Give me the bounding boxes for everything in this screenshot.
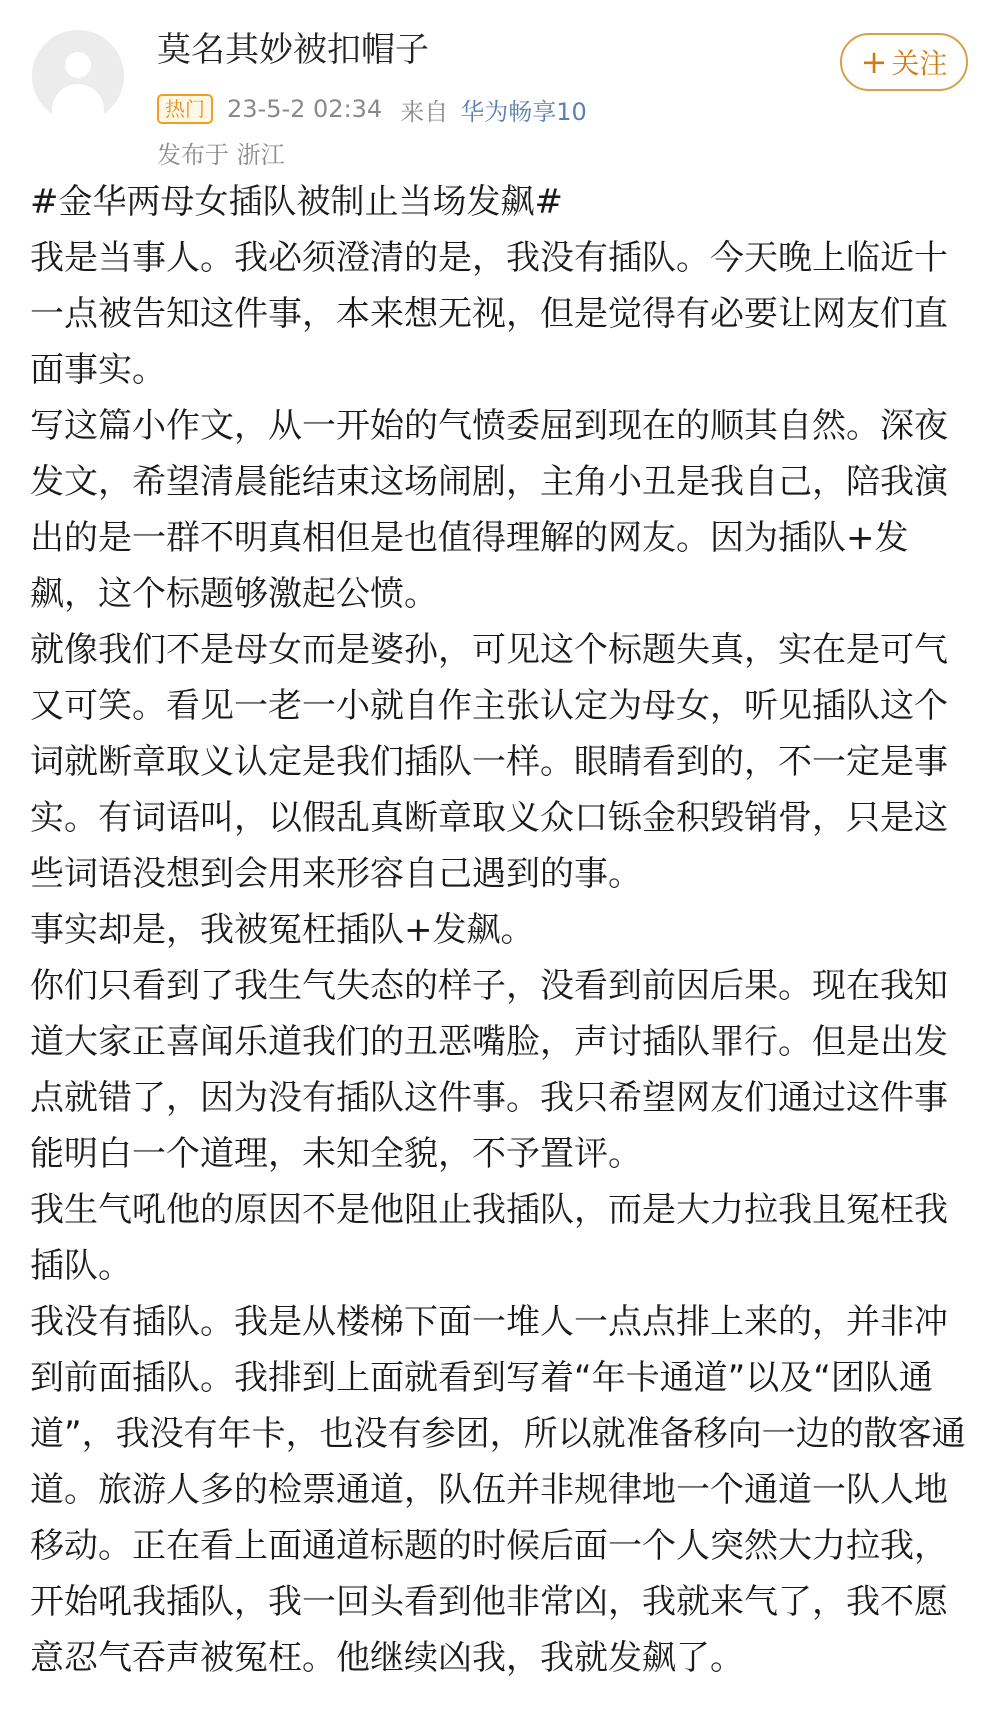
device-link[interactable]: 华为畅享10 — [460, 97, 587, 126]
username[interactable]: 莫名其妙被扣帽子 — [157, 30, 429, 70]
follow-label: 关注 — [891, 47, 948, 80]
avatar-head-shape — [65, 52, 91, 78]
post-meta — [157, 92, 587, 126]
post-content — [30, 174, 975, 1686]
post-header — [0, 0, 1000, 180]
hot-badge: 热门 — [157, 94, 213, 124]
avatar-body-shape — [52, 84, 104, 122]
post-paragraph: 你们只看到了我生气失态的样子，没看到前因后果。现在我知道大家正喜闻乐道我们的丑恶嘴脸，声讨插队罪行。但是出发点就错了，因为没有插队这件事。我只希望网友们通过这件事能明白一个道理，未知全貌，不予置评。 — [30, 966, 948, 1174]
post-paragraph: 事实却是，我被冤枉插队+发飙。 — [30, 910, 535, 950]
avatar[interactable] — [32, 30, 124, 122]
follow-button[interactable] — [840, 33, 968, 91]
post-paragraph: 我没有插队。我是从楼梯下面一堆人一点点排上来的，并非冲到前面插队。我排到上面就看到写着“年卡通道”以及“团队通道”，我没有年卡，也没有参团，所以就准备移向一边的散客通道。旅游人多的检票通道，队伍并非规律地一个通道一队人地移动。正在看上面通道标题的时候后面一个人突然大力拉我，开始吼我插队，我一回头看到他非常凶，我就来气了，我不愿意忍气吞声被冤枉。他继续凶我，我就发飙了。 — [30, 1302, 966, 1678]
post-paragraph: 我生气吼他的原因不是他阻止我插队，而是大力拉我且冤枉我插队。 — [30, 1190, 948, 1286]
from-label: 来自 — [400, 97, 449, 126]
plus-icon: + — [860, 43, 888, 81]
topic-hashtag[interactable]: #金华两母女插队被制止当场发飙# — [30, 182, 563, 222]
post-time: 23-5-2 02:34 — [227, 95, 383, 123]
post-paragraph: 我是当事人。我必须澄清的是，我没有插队。今天晚上临近十一点被告知这件事，本来想无视，但是觉得有必要让网友们直面事实。 — [30, 238, 948, 390]
post-paragraph: 就像我们不是母女而是婆孙，可见这个标题失真，实在是可气又可笑。看见一老一小就自作主张认定为母女，听见插队这个词就断章取义认定是我们插队一样。眼睛看到的，不一定是事实。有词语叫，以假乱真断章取义众口铄金积毁销骨，只是这些词语没想到会用来形容自己遇到的事。 — [30, 630, 948, 894]
post-location: 发布于 浙江 — [157, 141, 285, 169]
post-paragraph: 写这篇小作文，从一开始的气愤委屈到现在的顺其自然。深夜发文，希望清晨能结束这场闹剧，主角小丑是我自己，陪我演出的是一群不明真相但是也值得理解的网友。因为插队+发飙，这个标题够激起公愤。 — [30, 406, 948, 614]
